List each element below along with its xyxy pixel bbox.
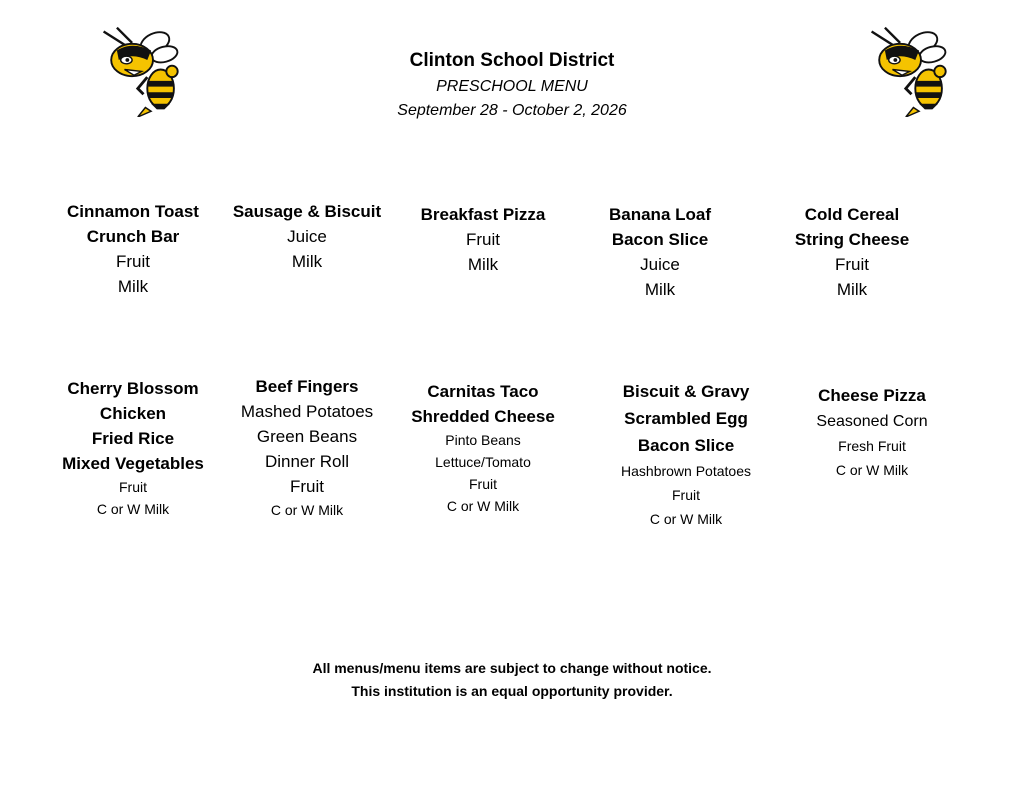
menu-side-item: Fruit — [119, 479, 147, 495]
menu-main-item: Cold Cereal — [804, 205, 900, 224]
menu-subtitle: PRESCHOOL MENU — [436, 78, 588, 95]
menu-side-item: Fruit — [469, 476, 497, 492]
breakfast-day-2 — [212, 199, 402, 274]
menu-main-item: Banana Loaf — [608, 205, 712, 224]
breakfast-day-5 — [757, 202, 947, 302]
menu-side-item: Milk — [836, 280, 868, 299]
lunch-day-3 — [388, 379, 578, 517]
menu-side-item: C or W Milk — [270, 502, 344, 518]
menu-side-item: Dinner Roll — [264, 452, 350, 471]
menu-side-item: Milk — [644, 280, 676, 299]
footer-notice: All menus/menu items are subject to change without notice. — [312, 660, 712, 676]
menu-main-item: Cinnamon Toast — [67, 202, 199, 221]
menu-main-item: Bacon Slice — [637, 436, 735, 455]
menu-side-item: Milk — [117, 277, 149, 296]
menu-side-item: Green Beans — [256, 427, 358, 446]
lunch-day-5 — [777, 382, 967, 482]
menu-side-item: C or W Milk — [835, 462, 909, 478]
menu-side-item: Mashed Potatoes — [240, 402, 374, 421]
menu-main-item: Bacon Slice — [611, 230, 709, 249]
menu-side-item: Milk — [291, 252, 323, 271]
menu-side-item: Fruit — [466, 230, 500, 249]
menu-main-item: Shredded Cheese — [411, 407, 555, 426]
menu-side-item: Fruit — [116, 252, 150, 271]
menu-main-item: Fried Rice — [91, 429, 175, 448]
menu-main-item: Scrambled Egg — [624, 409, 748, 428]
menu-side-item: C or W Milk — [96, 501, 170, 517]
menu-main-item: Biscuit & Gravy — [622, 382, 750, 401]
menu-side-item: Pinto Beans — [445, 432, 521, 448]
lunch-day-1 — [38, 376, 228, 520]
footer-equal-opportunity: This institution is an equal opportunity provider. — [351, 683, 673, 699]
menu-side-item: Fruit — [672, 487, 700, 503]
menu-side-item: Juice — [640, 255, 680, 274]
menu-side-item: Fruit — [835, 255, 869, 274]
menu-main-item: Beef Fingers — [255, 377, 359, 396]
menu-main-item: Cheese Pizza — [818, 386, 926, 405]
menu-main-item: Breakfast Pizza — [420, 205, 546, 224]
menu-side-item: Hashbrown Potatoes — [621, 463, 751, 479]
menu-side-item: Milk — [467, 255, 499, 274]
menu-main-item: Mixed Vegetables — [62, 454, 204, 473]
menu-side-item: Seasoned Corn — [816, 413, 928, 430]
menu-side-item: C or W Milk — [649, 511, 723, 527]
menu-main-item: Cherry Blossom — [67, 379, 199, 398]
page-title: Clinton School District — [409, 50, 615, 71]
menu-main-item: String Cheese — [794, 230, 910, 249]
menu-side-item: Fruit — [290, 477, 324, 496]
menu-side-item: Juice — [287, 227, 327, 246]
menu-main-item: Chicken — [99, 404, 167, 423]
menu-main-item: Sausage & Biscuit — [232, 202, 382, 221]
menu-side-item: Fresh Fruit — [838, 438, 906, 454]
lunch-day-2 — [212, 374, 402, 521]
breakfast-day-3 — [388, 202, 578, 277]
menu-side-item: C or W Milk — [446, 498, 520, 514]
menu-main-item: Carnitas Taco — [427, 382, 539, 401]
menu-side-item: Lettuce/Tomato — [435, 454, 531, 470]
breakfast-day-1 — [38, 199, 228, 299]
breakfast-day-4 — [565, 202, 755, 302]
menu-dates: September 28 - October 2, 2026 — [397, 102, 627, 119]
lunch-day-4 — [591, 378, 781, 531]
menu-main-item: Crunch Bar — [86, 227, 180, 246]
